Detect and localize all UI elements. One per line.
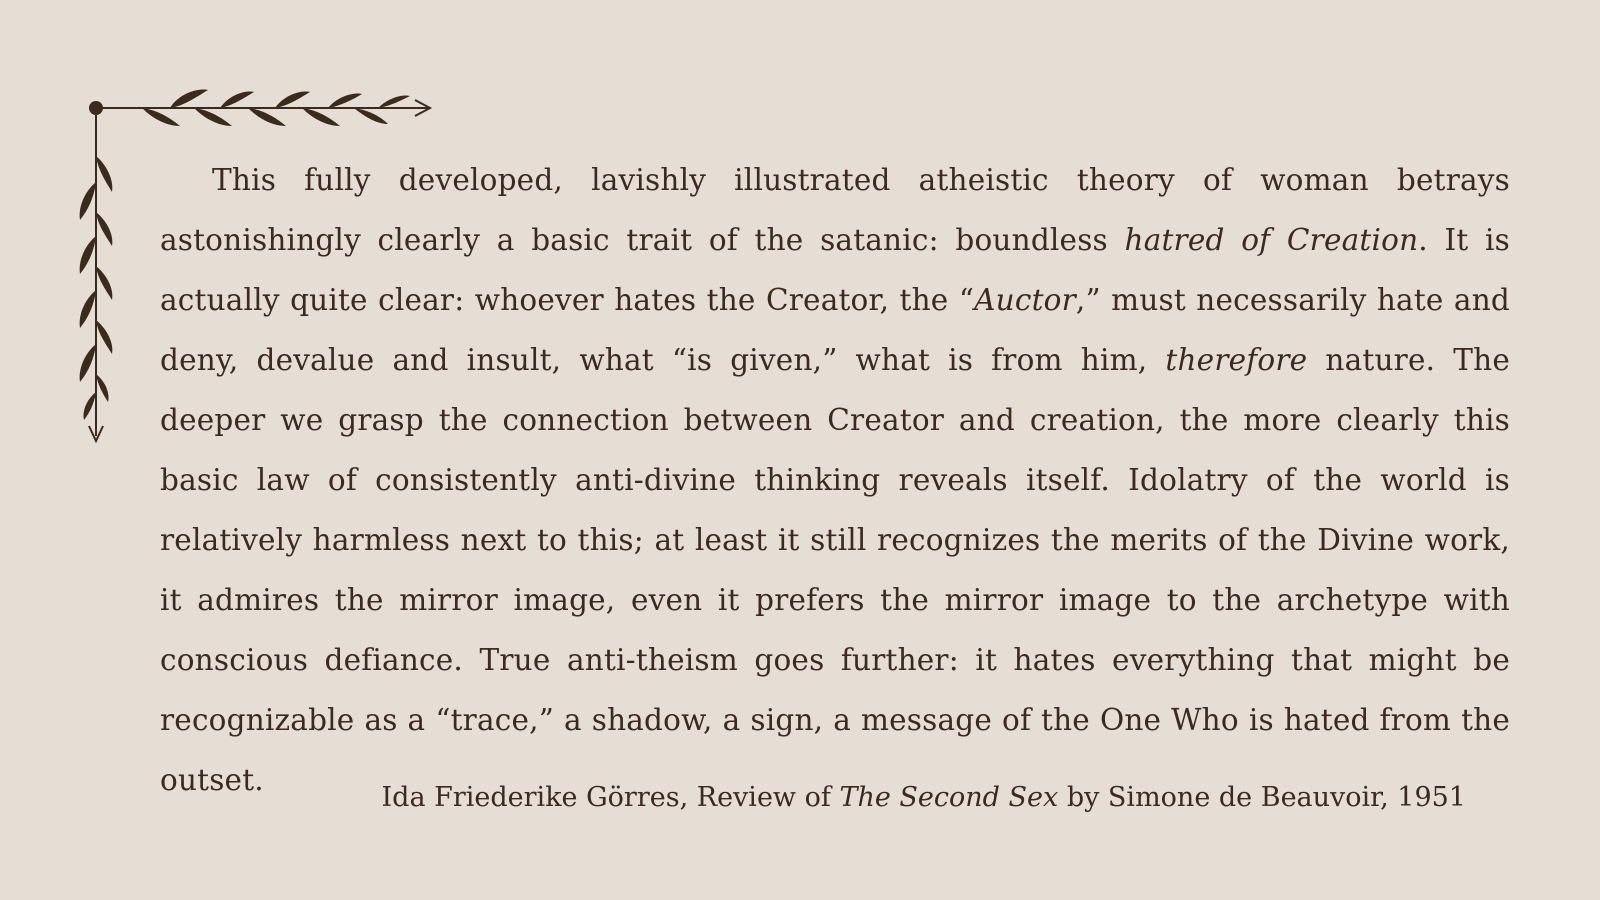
citation-author: Ida Friederike Görres, Review of — [381, 782, 840, 813]
quote-text-3: ,” must necessarily hate and deny, devalue and insult, what “is given,” what is from him, — [160, 283, 1511, 377]
quote-body — [160, 150, 1510, 810]
citation-details: by Simone de Beauvoir, 1951 — [1058, 782, 1466, 813]
quote-emphasis-1: hatred of Creation — [1124, 223, 1419, 257]
citation-book-title: The Second Sex — [839, 782, 1059, 813]
quote-text-2: . It is actually quite clear: whoever hates the Creator, the “ — [160, 223, 1510, 317]
quote-emphasis-2: Auctor — [974, 283, 1076, 317]
quote-text-1: This fully developed, lavishly illustrated atheistic theory of woman betrays astonishingly clearly a basic trait of the satanic: boundless — [160, 163, 1510, 257]
quote-text-4: nature. The deeper we grasp the connection between Creator and creation, the more clearly this basic law of consistently anti-divine thinking reveals itself. Idolatry of the world is relatively harmless next to this; at least it still recognizes the merits of the Divine work, it admires the mirror image, even it prefers the mirror image to the archetype with conscious defiance. True anti-theism goes further: it hates everything that might be recognizable as a “trace,” a shadow, a sign, a message of the One Who is hated from the outset. — [160, 343, 1510, 797]
quote-citation — [382, 776, 1467, 820]
quote-emphasis-3: therefore — [1165, 343, 1308, 377]
